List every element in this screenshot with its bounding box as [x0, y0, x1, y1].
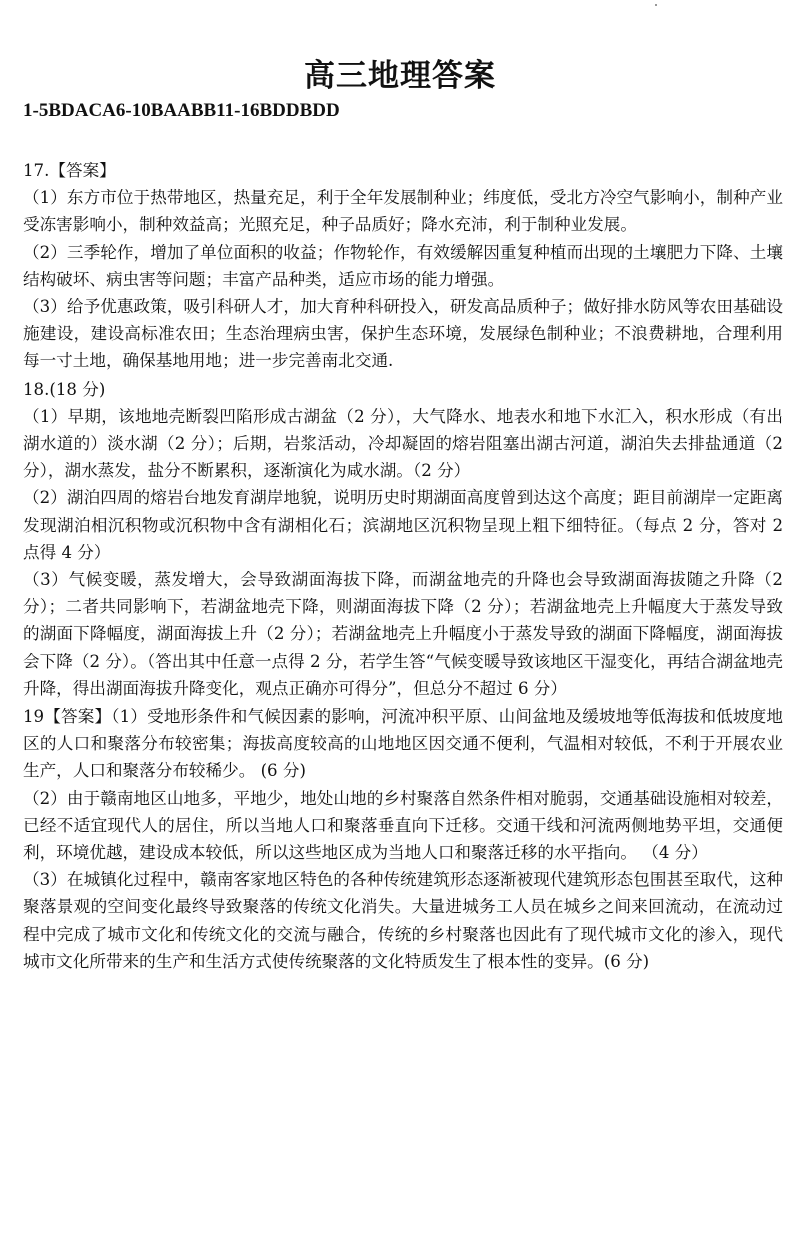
q19-part1: 19【答案】（1）受地形条件和气候因素的影响，河流冲积平原、山间盆地及缓坡地等低海拔和低坡度地区的人口和聚落分布较密集；海拔高度较高的山地地区因交通不便利，气温相对较低，不利于开展农业生产，人口和聚落分布较稀少。 (6 分)	[23, 707, 783, 781]
q19-part2: （2）由于赣南地区山地多，平地少，地处山地的乡村聚落自然条件相对脆弱，交通基础设施相对较差，已经不适宜现代人的居住，所以当地人口和聚落垂直向下迁移。交通干线和河流两侧地势平坦，交通便利，环境优越，建设成本较低，所以这些地区成为当地人口和聚落迁移的水平指向。 （4 分）	[23, 788, 783, 863]
q18-part3: （3）气候变暖，蒸发增大，会导致湖面海拔下降，而湖盆地壳的升降也会导致湖面海拔随之升降（2 分）；二者共同影响下，若湖盆地壳下降，则湖面海拔下降（2 分）；若湖盆地壳上升幅度大于蒸发导致的湖面下降幅度，湖面海拔上升（2 分）；若湖盆地壳上升幅度小于蒸发导致的湖面下降幅度，湖面海拔会下降（2 分）。（答出其中任意一点得 2 分，若学生答“气候变暖导致该地区干湿变化，再结合湖盆地壳升降，得出湖面海拔升降变化，观点正确亦可得分”，但总分不超过 6 分）	[23, 570, 783, 698]
q18-header: 18.(18 分)	[23, 379, 106, 399]
answer-body	[23, 157, 783, 975]
choice-answers: 1-5BDACA6-10BAABB11-16BDDBDD	[23, 100, 340, 121]
q17-part3: （3）给予优惠政策，吸引科研人才，加大育种科研投入，研发高品质种子；做好排水防风等农田基础设施建设，建设高标准农田；生态治理病虫害，保护生态环境，发展绿色制种业；不浪费耕地，合理利用每一寸土地，确保基地用地；进一步完善南北交通.	[23, 297, 783, 371]
scan-speck	[655, 4, 657, 6]
q17-header: 17.【答案】	[23, 161, 116, 180]
q18-part2: （2）湖泊四周的熔岩台地发育湖岸地貌，说明历史时期湖面高度曾到达这个高度；距目前湖岸一定距离发现湖泊相沉积物或沉积物中含有湖相化石；滨湖地区沉积物呈现上粗下细特征。（每点 2 分，答对 2 点得 4 分）	[23, 488, 783, 562]
q18-part1: （1）早期，该地地壳断裂凹陷形成古湖盆（2 分），大气降水、地表水和地下水汇入，积水形成（有出湖水道的）淡水湖（2 分）；后期，岩浆活动，冷却凝固的熔岩阻塞出湖古河道，湖泊失去排盐通道（2 分），湖水蒸发，盐分不断累积，逐渐演化为咸水湖。（2 分）	[23, 406, 783, 481]
q17-part1: （1）东方市位于热带地区，热量充足，利于全年发展制种业；纬度低，受北方冷空气影响小，制种产业受冻害影响小，制种效益高；光照充足，种子品质好；降水充沛，利于制种业发展。	[23, 188, 783, 235]
q17-part2: （2）三季轮作，增加了单位面积的收益；作物轮作，有效缓解因重复种植而出现的土壤肥力下降、土壤结构破坏、病虫害等问题；丰富产品种类，适应市场的能力增强。	[23, 242, 783, 289]
q19-part3: （3）在城镇化过程中，赣南客家地区特色的各种传统建筑形态逐渐被现代建筑形态包围甚至取代，这种聚落景观的空间变化最终导致聚落的传统文化消失。大量进城务工人员在城乡之间来回流动，在流动过程中完成了城市文化和传统文化的交流与融合，传统的乡村聚落也因此有了现代城市文化的渗入，现代城市文化所带来的生产和生活方式使传统聚落的文化特质发生了根本性的变异。(6 分)	[23, 870, 783, 971]
page-title: 高三地理答案	[304, 58, 496, 94]
